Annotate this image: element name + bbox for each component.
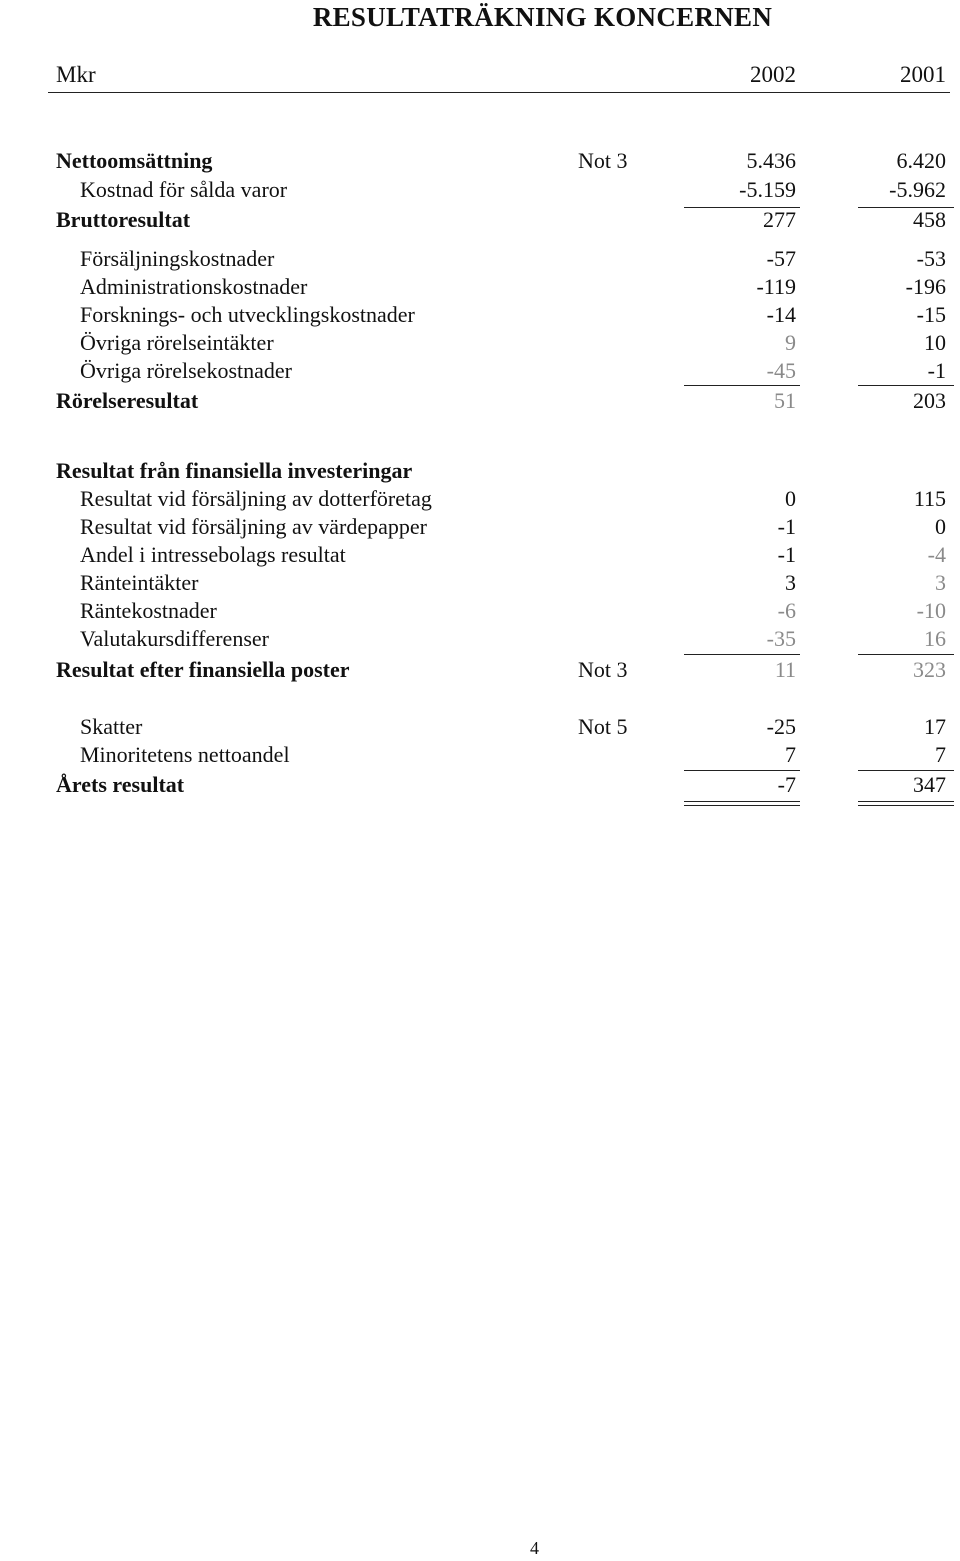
section-heading	[0, 458, 960, 486]
value-2002: 0	[785, 486, 796, 511]
table-row	[0, 486, 960, 514]
row-label: Bruttoresultat	[56, 207, 191, 232]
table-row	[0, 274, 960, 302]
table-row	[0, 598, 960, 626]
value-2002: 277	[763, 207, 796, 232]
unit-label: Mkr	[56, 62, 96, 87]
row-label: Resultat från finansiella investeringar	[56, 458, 413, 483]
value-2001: -5.962	[889, 177, 946, 202]
table-row	[0, 542, 960, 570]
subtotal-rule	[684, 654, 800, 655]
value-2002: 9	[785, 330, 796, 355]
value-2002: -35	[766, 626, 796, 651]
row-label: Övriga rörelsekostnader	[80, 358, 292, 383]
value-2002: -57	[766, 246, 796, 271]
row-note: Not 3	[578, 148, 628, 173]
value-2001: 6.420	[896, 148, 946, 173]
year-2002-header: 2002	[750, 62, 796, 87]
table-row	[0, 657, 960, 685]
value-2002: -119	[756, 274, 796, 299]
value-2001: -10	[916, 598, 946, 623]
table-row	[0, 177, 960, 205]
value-2002: -7	[777, 772, 796, 797]
row-label: Resultat efter finansiella poster	[56, 657, 350, 682]
value-2002: -14	[766, 302, 796, 327]
table-row	[0, 742, 960, 770]
total-double-rule	[858, 801, 954, 806]
table-row	[0, 148, 960, 176]
row-label: Administrationskostnader	[80, 274, 308, 299]
row-note: Not 3	[578, 657, 628, 682]
value-2002: -1	[777, 514, 796, 539]
table-row	[0, 626, 960, 654]
table-row	[0, 570, 960, 598]
value-2001: 0	[935, 514, 946, 539]
value-2002: 11	[774, 657, 796, 682]
table-row	[0, 246, 960, 274]
value-2001: 323	[913, 657, 946, 682]
value-2001: -196	[905, 274, 946, 299]
value-2002: -5.159	[739, 177, 796, 202]
value-2001: 3	[935, 570, 946, 595]
header-rule	[48, 92, 950, 93]
value-2001: 10	[924, 330, 946, 355]
row-label: Räntekostnader	[80, 598, 217, 623]
row-label: Årets resultat	[56, 772, 185, 797]
row-label: Försäljningskostnader	[80, 246, 275, 271]
subtotal-rule	[858, 770, 954, 771]
year-2001-header: 2001	[900, 62, 946, 87]
row-label: Resultat vid försäljning av dotterföretag	[80, 486, 432, 511]
value-2001: 458	[913, 207, 946, 232]
table-row	[0, 207, 960, 235]
total-double-rule	[684, 801, 800, 806]
value-2001: 7	[935, 742, 946, 767]
row-label: Forsknings- och utvecklingskostnader	[80, 302, 415, 327]
value-2002: 7	[785, 742, 796, 767]
row-label: Övriga rörelseintäkter	[80, 330, 274, 355]
subtotal-rule	[684, 770, 800, 771]
subtotal-rule	[858, 385, 954, 386]
row-label: Skatter	[80, 714, 143, 739]
table-row	[0, 302, 960, 330]
row-label: Kostnad för sålda varor	[80, 177, 288, 202]
value-2001: 115	[913, 486, 946, 511]
row-label: Rörelseresultat	[56, 388, 199, 413]
table-row	[0, 514, 960, 542]
row-note: Not 5	[578, 714, 628, 739]
row-label: Andel i intressebolags resultat	[80, 542, 346, 567]
row-label: Ränteintäkter	[80, 570, 199, 595]
value-2001: 17	[924, 714, 946, 739]
value-2002: -6	[777, 598, 796, 623]
value-2001: 16	[924, 626, 946, 651]
table-row	[0, 330, 960, 358]
row-label: Valutakursdifferenser	[80, 626, 269, 651]
value-2001: -4	[927, 542, 946, 567]
row-label: Minoritetens nettoandel	[80, 742, 290, 767]
table-row	[0, 358, 960, 386]
value-2002: -45	[766, 358, 796, 383]
value-2001: -53	[916, 246, 946, 271]
value-2001: 203	[913, 388, 946, 413]
table-row	[0, 388, 960, 416]
value-2002: 51	[774, 388, 796, 413]
page-title: RESULTATRÄKNING KONCERNEN	[312, 2, 773, 32]
table-row	[0, 772, 960, 800]
value-2001: -15	[916, 302, 946, 327]
subtotal-rule	[684, 385, 800, 386]
row-label: Nettoomsättning	[56, 148, 213, 173]
value-2001: -1	[927, 358, 946, 383]
page-number: 4	[530, 1538, 539, 1558]
value-2002: 3	[785, 570, 796, 595]
subtotal-rule	[858, 654, 954, 655]
table-row	[0, 714, 960, 742]
value-2002: 5.436	[746, 148, 796, 173]
value-2002: -25	[766, 714, 796, 739]
row-label: Resultat vid försäljning av värdepapper	[80, 514, 428, 539]
value-2001: 347	[913, 772, 946, 797]
value-2002: -1	[777, 542, 796, 567]
